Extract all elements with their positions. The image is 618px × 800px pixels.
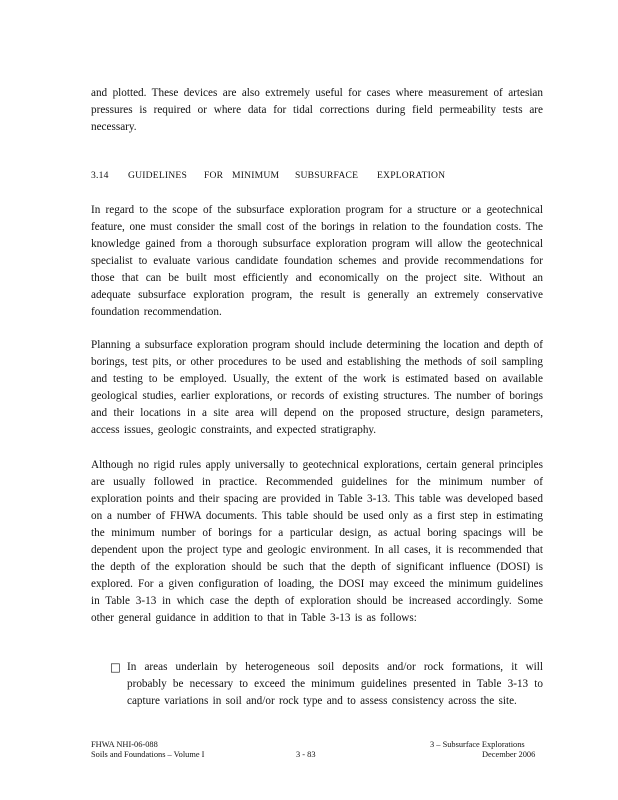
footer-chapter: 3 – Subsurface Explorations — [430, 740, 525, 749]
heading-word: MINIMUM — [232, 170, 280, 181]
bullet-text: In areas underlain by heterogeneous soil deposits and/or rock formations, it will probably be necessary to exceed the minimum guidelines presented in Table 3-13 to capture variations in soil and/or rock type and to assess consistency across the site. — [127, 661, 543, 707]
footer-left — [91, 740, 204, 760]
body-paragraph: In regard to the scope of the subsurface exploration program for a structure or a geotechnical feature, one must consider the small cost of the borings in relation to the foundation costs. The knowledge gained from a thorough subsurface exploration program will allow the geotechnical specialist to evaluate various candidate foundation schemes and provide recommendations for those that can be built most efficiently and economically on the project site. Without an adequate subsurface exploration program, the result is generally an extremely conservative foundation recommendation. — [91, 204, 543, 318]
bullet-list-item — [110, 659, 543, 710]
footer-right — [430, 740, 535, 760]
heading-word: SUBSURFACE — [295, 170, 359, 181]
heading-word: GUIDELINES — [128, 170, 188, 181]
heading-word: EXPLORATION — [377, 170, 446, 181]
heading-word: FOR — [204, 170, 224, 181]
section-heading — [91, 170, 543, 181]
square-bullet-icon: □ — [110, 660, 121, 674]
body-paragraph: Planning a subsurface exploration program should include determining the location and depth of borings, test pits, or other procedures to be used and establishing the methods of soil sampling and testing to be employed. Usually, the extent of the work is estimated based on available geological studies, earlier explorations, or records of existing structures. The number of borings and their locations in a site area will depend on the proposed structure, design parameters, access issues, geologic constraints, and expected stratigraphy. — [91, 339, 543, 436]
page-number: 3 - 83 — [296, 750, 316, 759]
footer-doc-title: Soils and Foundations – Volume I — [91, 750, 205, 759]
footer-date: December 2006 — [482, 750, 536, 759]
body-paragraph: Although no rigid rules apply universally to geotechnical explorations, certain general principles are usually followed in practice. Recommended guidelines for the minimum number of exploration points and their spacing are provided in Table 3-13. This table was developed based on a number of FHWA documents. This table should be used only as a first step in estimating the minimum number of borings for a particular design, as actual boring spacings will be dependent upon the project type and geologic environment. In all cases, it is recommended that the depth of the exploration should be such that the depth of significant influence (DOSI) is explored. For a given configuration of loading, the DOSI may exceed the minimum guidelines in Table 3-13 in which case the depth of exploration should be increased accordingly. Some other general guidance in addition to that in Table 3-13 is as follows: — [91, 459, 543, 624]
intro-paragraph: and plotted. These devices are also extremely useful for cases where measurement of artesian pressures is required or where data for tidal corrections during field permeability tests are necessary. — [91, 87, 543, 133]
section-number: 3.14 — [91, 170, 109, 181]
footer-report-id: FHWA NHI-06-088 — [91, 740, 158, 749]
